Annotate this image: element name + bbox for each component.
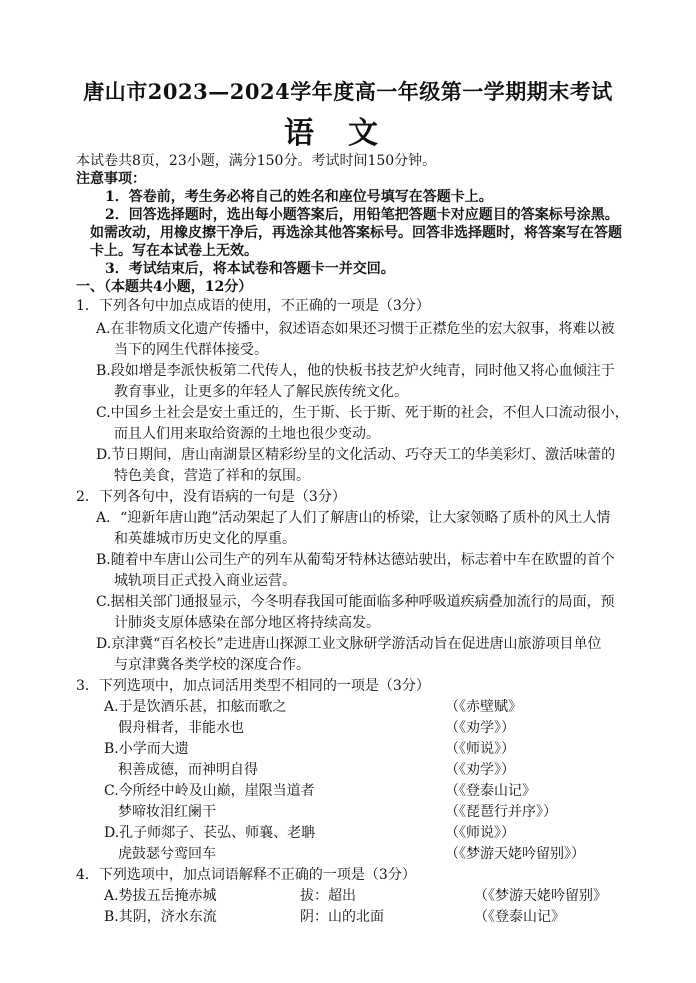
option-line: B.其阴，济水东流 — [104, 909, 217, 925]
source-citation: （《梦游天姥吟留别》 — [474, 888, 607, 904]
option-line: D.节日期间，唐山南湖景区精彩纷呈的文化活动、巧夺天工的华美彩灯、激活味蕾的 — [96, 447, 616, 463]
option-line: D.孔子师郯子、苌弘、师襄、老聃 — [104, 825, 316, 841]
source-citation: （《琵琶行并序》） — [445, 804, 557, 820]
notice-heading: 注意事项： — [76, 171, 146, 187]
notice-item: 如需改动，用橡皮擦干净后，再选涂其他答案标号。回答非选择题时，将答案写在答题 — [90, 225, 622, 241]
option-line: 而且人们用来取给资源的土地也很少变动。 — [114, 426, 380, 442]
gloss-text: 阴：山的北面 — [300, 909, 384, 925]
source-citation: （《登泰山记》 — [445, 783, 536, 799]
option-line: C.据相关部门通报显示，今冬明春我国可能面临多种呼吸道疾病叠加流行的局面，预 — [96, 594, 615, 610]
option-line: A.势拔五岳掩赤城 — [104, 888, 217, 904]
option-line: 积善成德，而神明自得 — [118, 762, 258, 778]
notice-item: 2．回答选择题时，选出每小题答案后，用铅笔把答题卡对应题目的答案标号涂黑。 — [105, 207, 619, 223]
section-heading: 一、（本题共4小题，12分） — [76, 279, 253, 295]
option-line: 特色美食，营造了祥和的氛围。 — [114, 468, 310, 484]
option-line: C.今所经中岭及山巅，崖限当道者 — [104, 783, 315, 799]
option-line: A.在非物质文化遗产传播中，叙述语态如果还习惯于正襟危坐的宏大叙事，将难以被 — [96, 321, 615, 337]
option-line: 与京津冀各类学校的深度合作。 — [114, 657, 310, 673]
gloss-text: 拔：超出 — [300, 888, 356, 904]
source-citation: （《劝学》） — [445, 762, 515, 778]
exam-title: 唐山市2023—2024学年度高一年级第一学期期末考试 — [83, 79, 613, 104]
option-line: 梦啼妆泪红阑干 — [118, 804, 216, 820]
option-line: A.于是饮酒乐甚，扣舷而歌之 — [104, 699, 287, 715]
source-citation: （《师说》） — [445, 825, 515, 841]
notice-item: 卡上。写在本试卷上无效。 — [90, 243, 258, 259]
notice-item: 3．考试结束后，将本试卷和答题卡一并交回。 — [105, 261, 395, 277]
exam-info: 本试卷共8页，23小题，满分150分。考试时间150分钟。 — [76, 153, 437, 169]
option-line: 城轨项目正式投入商业运营。 — [114, 573, 296, 589]
option-line: A．“迎新年唐山跑”活动架起了人们了解唐山的桥梁，让大家领略了质朴的风土人情 — [96, 510, 611, 526]
option-line: 计肺炎支原体感染在部分地区将持续高发。 — [114, 615, 380, 631]
source-citation: （《梦游天姥吟留别》） — [445, 846, 585, 862]
question-stem: 1．下列各句中加点成语的使用，不正确的一项是（3分） — [76, 298, 430, 314]
option-line: B.小学而大遗 — [104, 741, 189, 757]
option-line: 和英雄城市历史文化的厚重。 — [114, 531, 296, 547]
question-stem: 2．下列各句中，没有语病的一句是（3分） — [76, 489, 346, 505]
source-citation: （《登泰山记》 — [474, 909, 565, 925]
subject-title: 语文 — [284, 116, 412, 151]
option-line: D.京津冀“百名校长”走进唐山探源工业文脉研学游活动旨在促进唐山旅游项目单位 — [96, 636, 602, 652]
option-line: B.段如增是李派快板第二代传人，他的快板书技艺炉火纯青，同时他又将心血倾注于 — [96, 363, 615, 379]
source-citation: （《赤壁赋》 — [445, 699, 522, 715]
option-line: C.中国乡土社会是安土重迁的，生于斯、长于斯、死于斯的社会，不但人口流动很小， — [96, 405, 629, 421]
option-line: 假舟楫者，非能水也 — [118, 720, 244, 736]
option-line: 虎鼓瑟兮鸾回车 — [118, 846, 216, 862]
source-citation: （《劝学》） — [445, 720, 515, 736]
option-line: 当下的网生代群体接受。 — [114, 342, 268, 358]
source-citation: （《师说》） — [445, 741, 515, 757]
question-stem: 4．下列选项中，加点词语解释不正确的一项是（3分） — [76, 867, 416, 883]
question-stem: 3．下列选项中，加点词活用类型不相同的一项是（3分） — [76, 678, 430, 694]
option-line: 教育事业，让更多的年轻人了解民族传统文化。 — [114, 384, 408, 400]
option-line: B.随着中车唐山公司生产的列车从葡萄牙特林达德站驶出，标志着中车在欧盟的首个 — [96, 552, 615, 568]
notice-item: 1．答卷前，考生务必将自己的姓名和座位号填写在答题卡上。 — [105, 189, 493, 205]
